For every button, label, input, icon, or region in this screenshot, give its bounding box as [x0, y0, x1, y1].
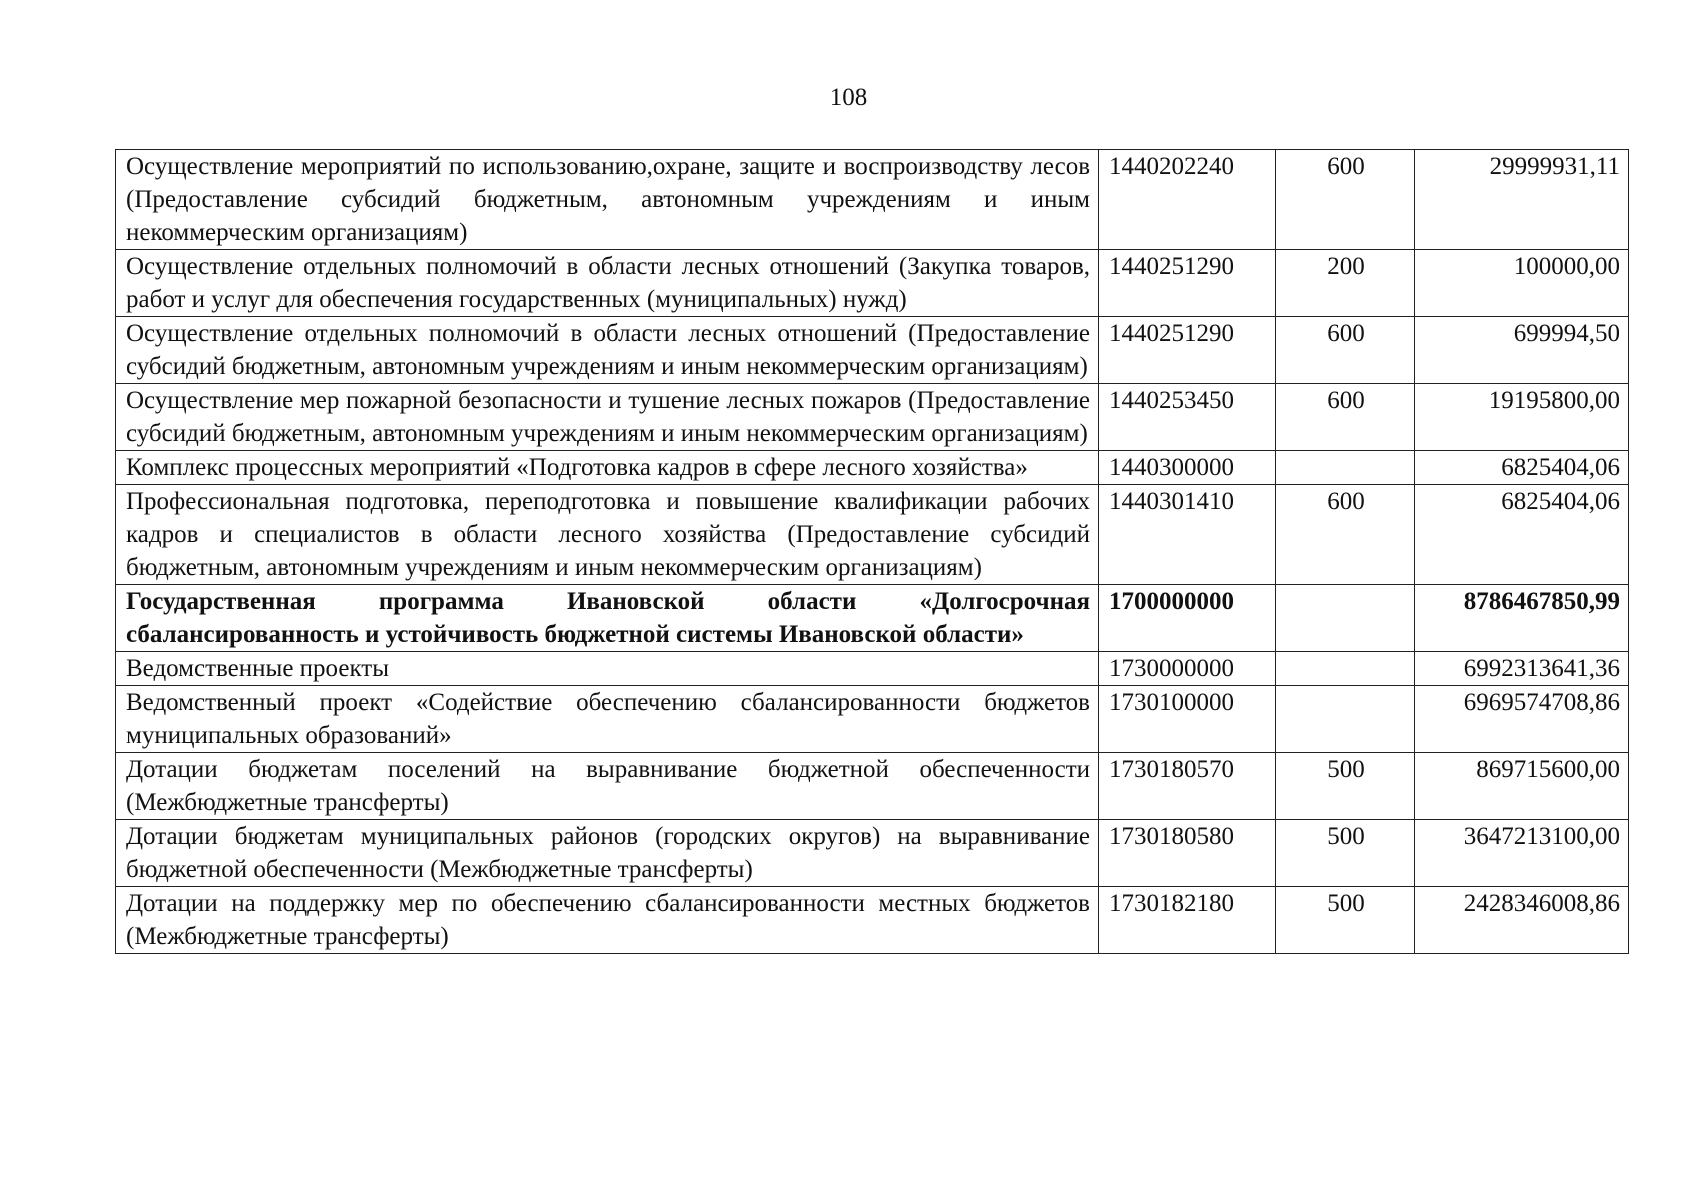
row-sum: 2428346008,86	[1415, 887, 1629, 954]
row-sum: 6992313641,36	[1415, 652, 1629, 686]
row-expense-type	[1276, 451, 1415, 485]
row-sum: 869715600,00	[1415, 753, 1629, 820]
row-name: Профессиональная подготовка, переподготовка и повышение квалификации рабочих кадров и специалистов в области лесного хозяйства (Предоставление субсидий бюджетным, автономным учреждениям и иным некоммерческим организациям)	[116, 485, 1099, 585]
row-name: Ведомственные проекты	[116, 652, 1099, 686]
row-sum: 6969574708,86	[1415, 686, 1629, 753]
page-number: 108	[829, 84, 868, 111]
row-name: Осуществление мер пожарной безопасности и тушение лесных пожаров (Предоставление субсидий бюджетным, автономным учреждениям и иным некоммерческим организациям)	[116, 384, 1099, 451]
row-name: Ведомственный проект «Содействие обеспечению сбалансированности бюджетов муниципальных образований»	[116, 686, 1099, 753]
table-row	[116, 887, 1629, 954]
row-code: 1700000000	[1099, 585, 1276, 652]
row-expense-type	[1276, 652, 1415, 686]
table-row	[116, 485, 1629, 585]
table-row	[116, 384, 1629, 451]
row-expense-type: 600	[1276, 485, 1415, 585]
table-row	[116, 753, 1629, 820]
table-row	[116, 317, 1629, 384]
row-code: 1440300000	[1099, 451, 1276, 485]
row-code: 1730100000	[1099, 686, 1276, 753]
row-sum: 100000,00	[1415, 250, 1629, 317]
row-code: 1440251290	[1099, 250, 1276, 317]
budget-table	[115, 149, 1629, 954]
row-expense-type: 500	[1276, 753, 1415, 820]
row-expense-type: 600	[1276, 384, 1415, 451]
row-code: 1440301410	[1099, 485, 1276, 585]
row-code: 1730180580	[1099, 820, 1276, 887]
row-name: Осуществление отдельных полномочий в области лесных отношений (Закупка товаров, работ и услуг для обеспечения государственных (муниципальных) нужд)	[116, 250, 1099, 317]
table-row	[116, 451, 1629, 485]
row-code: 1730000000	[1099, 652, 1276, 686]
row-sum: 3647213100,00	[1415, 820, 1629, 887]
row-code: 1440253450	[1099, 384, 1276, 451]
row-name: Осуществление мероприятий по использованию,охране, защите и воспроизводству лесов (Предоставление субсидий бюджетным, автономным учреждениям и иным некоммерческим организациям)	[116, 150, 1099, 250]
row-expense-type: 600	[1276, 317, 1415, 384]
row-expense-type: 200	[1276, 250, 1415, 317]
row-name: Дотации бюджетам муниципальных районов (городских округов) на выравнивание бюджетной обеспеченности (Межбюджетные трансферты)	[116, 820, 1099, 887]
table-row	[116, 652, 1629, 686]
row-name: Дотации на поддержку мер по обеспечению сбалансированности местных бюджетов (Межбюджетные трансферты)	[116, 887, 1099, 954]
row-sum: 6825404,06	[1415, 451, 1629, 485]
row-expense-type: 600	[1276, 150, 1415, 250]
row-name: Государственная программа Ивановской области «Долгосрочная сбалансированность и устойчивость бюджетной системы Ивановской области»	[116, 585, 1099, 652]
row-sum: 6825404,06	[1415, 485, 1629, 585]
row-code: 1730180570	[1099, 753, 1276, 820]
row-name: Комплекс процессных мероприятий «Подготовка кадров в сфере лесного хозяйства»	[116, 451, 1099, 485]
row-name: Дотации бюджетам поселений на выравнивание бюджетной обеспеченности (Межбюджетные трансферты)	[116, 753, 1099, 820]
row-sum: 19195800,00	[1415, 384, 1629, 451]
row-name: Осуществление отдельных полномочий в области лесных отношений (Предоставление субсидий бюджетным, автономным учреждениям и иным некоммерческим организациям)	[116, 317, 1099, 384]
row-sum: 699994,50	[1415, 317, 1629, 384]
table-row	[116, 250, 1629, 317]
row-expense-type: 500	[1276, 820, 1415, 887]
row-expense-type	[1276, 686, 1415, 753]
table-row	[116, 820, 1629, 887]
row-expense-type	[1276, 585, 1415, 652]
table-row-program	[116, 585, 1629, 652]
table-row	[116, 150, 1629, 250]
row-code: 1440251290	[1099, 317, 1276, 384]
row-sum: 8786467850,99	[1415, 585, 1629, 652]
row-expense-type: 500	[1276, 887, 1415, 954]
row-sum: 29999931,11	[1415, 150, 1629, 250]
row-code: 1730182180	[1099, 887, 1276, 954]
row-code: 1440202240	[1099, 150, 1276, 250]
table-row	[116, 686, 1629, 753]
